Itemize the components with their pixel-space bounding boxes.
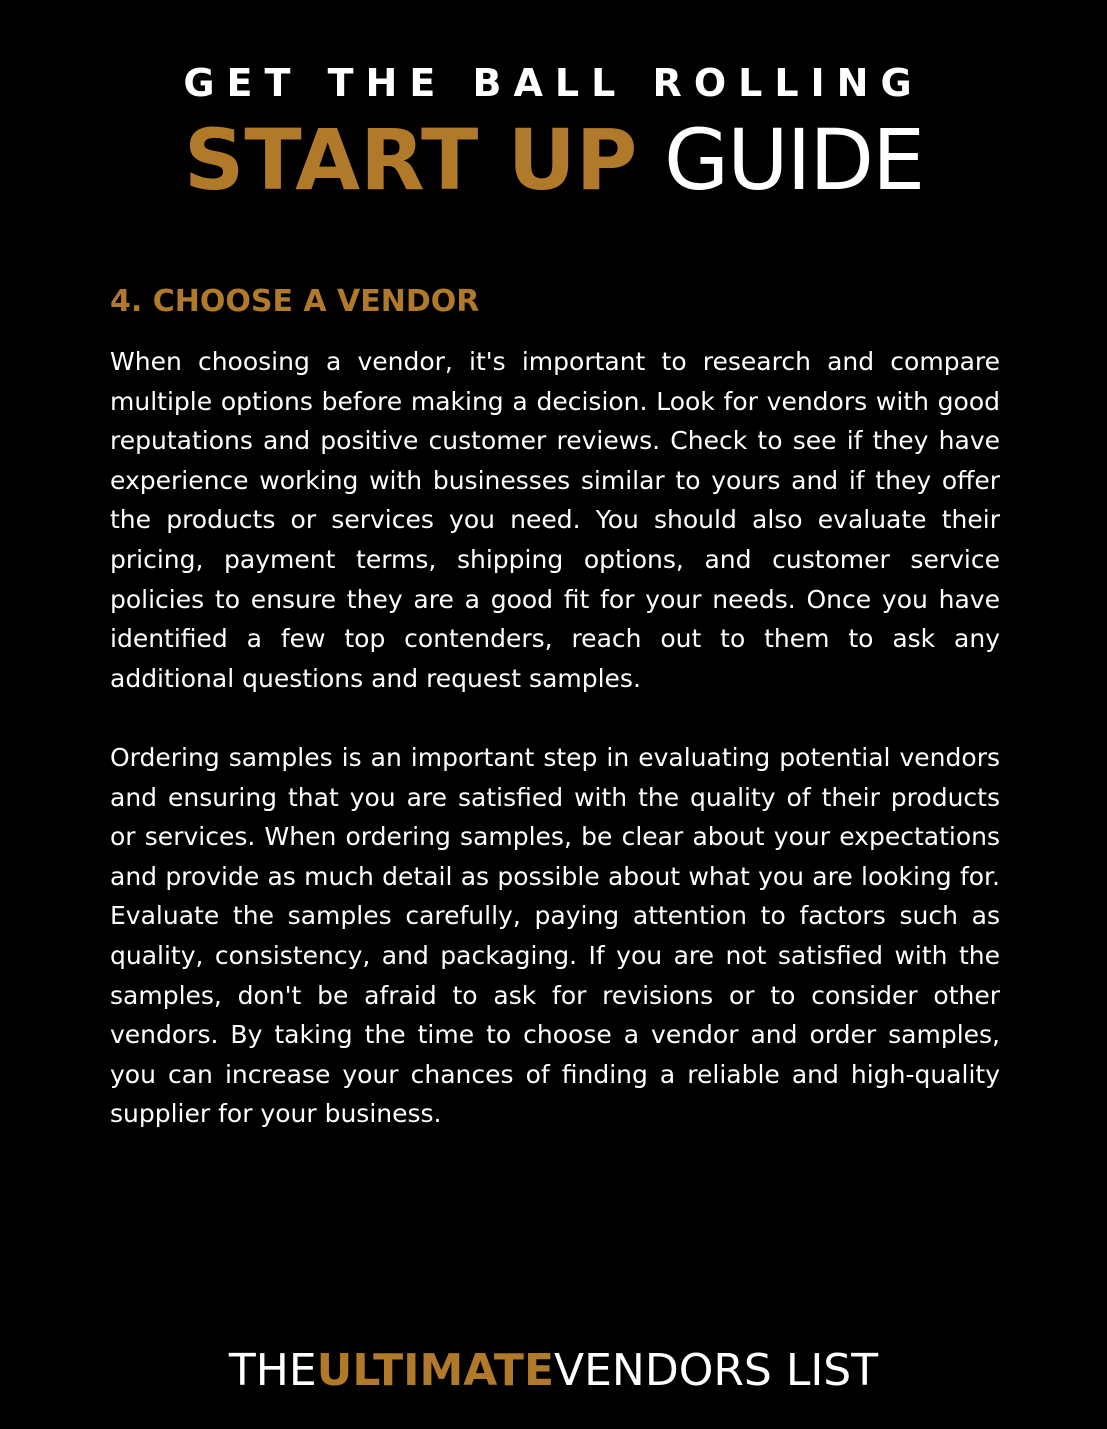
page-title — [0, 112, 1107, 208]
footer-brand-prefix: THE — [228, 1345, 317, 1396]
section-heading: 4. CHOOSE A VENDOR — [110, 284, 480, 319]
body-paragraph: When choosing a vendor, it's important to research and compare multiple options before making a decision. Look for vendors with good reputations and positive customer reviews. Check to see if they have experience working with businesses similar to yours and if they offer the products or services you need. You should also evaluate their pricing, payment terms, shipping options, and customer service policies to ensure they are a good fit for your needs. Once you have identified a few top contenders, reach out to them to ask any additional questions and request samples. — [110, 347, 1000, 693]
footer-brand-accent: ULTIMATE — [316, 1345, 554, 1396]
footer-brand — [0, 1345, 1107, 1397]
header-kicker: GET THE BALL ROLLING — [183, 61, 924, 105]
body-paragraph: Ordering samples is an important step in evaluating potential vendors and ensuring that you are satisfied with the quality of their products or services. When ordering samples, be clear about your expectations and provide as much detail as possible about what you are looking for. Evaluate the samples carefully, paying attention to factors such as quality, consistency, and packaging. If you are not satisfied with the samples, don't be afraid to ask for revisions or to consider other vendors. By taking the time to choose a vendor and order samples, you can increase your chances of finding a reliable and high-quality supplier for your business. — [110, 743, 1000, 1129]
title-plain: GUIDE — [664, 111, 924, 209]
footer-brand-suffix: VENDORS LIST — [554, 1345, 879, 1396]
title-accent: START UP — [183, 111, 638, 209]
